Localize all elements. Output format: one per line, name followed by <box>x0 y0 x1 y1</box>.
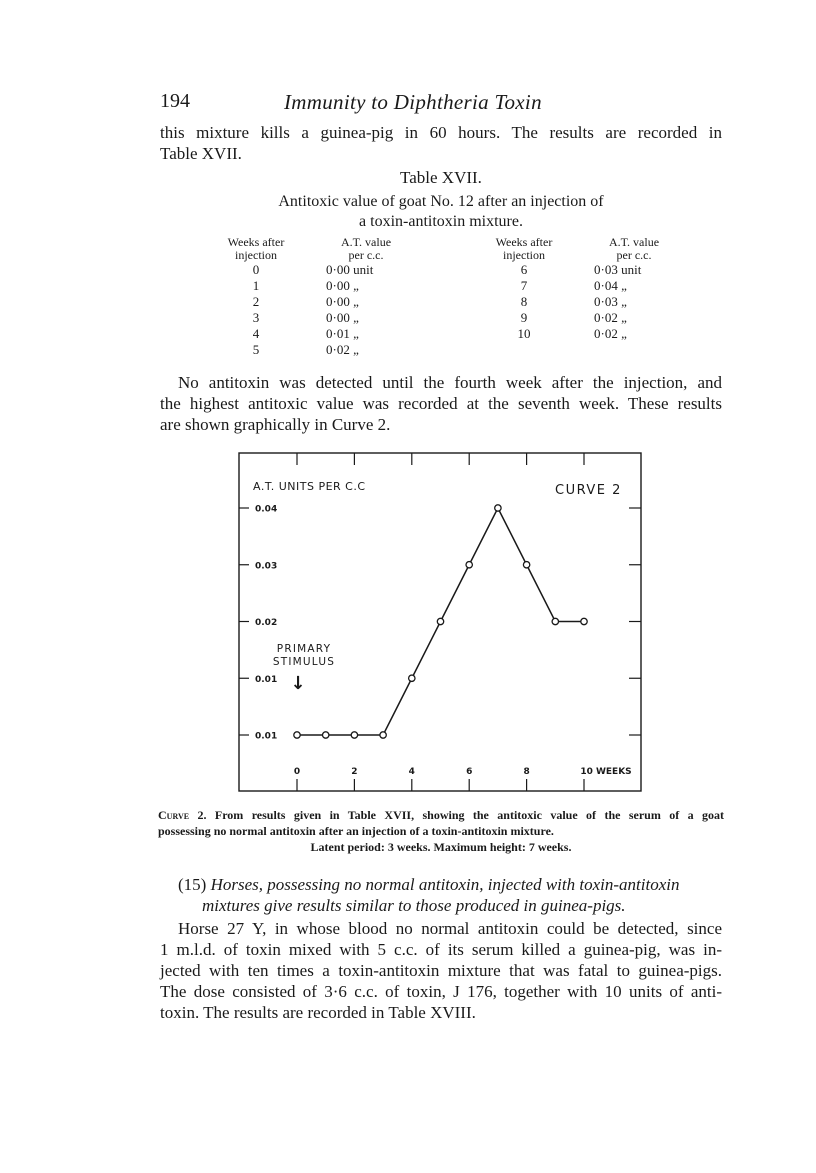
x-tick-label: 2 <box>351 767 358 777</box>
table-cell-value: 0·01 „ <box>326 326 359 341</box>
table-cell-week: 10 <box>517 326 531 341</box>
data-point <box>495 505 501 511</box>
data-point <box>466 562 472 568</box>
y-tick-label: 0.03 <box>255 561 278 572</box>
page-header <box>160 90 722 120</box>
curve-2-chart <box>225 447 655 802</box>
body-paragraph <box>160 918 722 1023</box>
data-table-left <box>214 236 406 358</box>
table-cell-week: 7 <box>520 278 528 293</box>
data-point <box>294 732 300 738</box>
table-cell-week: 5 <box>252 342 260 357</box>
text-line: are shown graphically in Curve 2. <box>160 415 391 434</box>
figure-caption <box>158 807 724 855</box>
table-cell-week: 9 <box>520 310 528 325</box>
table-title: Table XVII. <box>400 168 482 187</box>
data-point <box>437 618 443 624</box>
section-title-line: mixtures give results similar to those produced in guinea-pigs. <box>202 896 626 915</box>
table-cell-value: 0·04 „ <box>594 278 627 293</box>
table-cell-value: 0·03 „ <box>594 294 627 309</box>
table-cell-week: 6 <box>520 262 528 277</box>
table-cell-week: 2 <box>252 294 260 309</box>
table-cell-value: 0·00 unit <box>326 262 374 277</box>
text-line: No antitoxin was detected until the fourth week after the injection, and <box>178 373 722 392</box>
table-cell-value: 0·00 „ <box>326 310 359 325</box>
running-title: Immunity to Diphtheria Toxin <box>284 90 542 114</box>
figure-label: Curve 2. <box>158 808 207 822</box>
text-line: the highest antitoxic value was recorded at the seventh week. These results <box>160 394 722 413</box>
caption-line: From results given in Table XVII, showing the antitoxic value of the serum of a goat <box>214 808 725 822</box>
text-line: Horse 27 Y, in whose blood no normal antitoxin could be detected, since <box>178 919 722 938</box>
column-header-weeks: Weeks after injection <box>227 235 285 262</box>
data-point <box>523 562 529 568</box>
table-cell-value: 0·02 „ <box>594 326 627 341</box>
page-number: 194 <box>160 90 190 112</box>
intro-paragraph <box>160 122 722 164</box>
caption-line: a toxin-antitoxin mixture. <box>359 213 523 230</box>
section-number: (15) <box>178 875 207 894</box>
x-tick-label: 6 <box>466 767 473 777</box>
column-header-value: A.T. value per c.c. <box>340 235 392 262</box>
annotation-text: STIMULUS <box>272 656 336 668</box>
chart-title: CURVE 2 <box>555 483 622 498</box>
table-cell-value: 0·02 „ <box>594 310 627 325</box>
discussion-paragraph <box>160 372 722 435</box>
y-tick-label: 0.01 <box>255 674 278 685</box>
data-point <box>409 675 415 681</box>
table-cell-week: 3 <box>252 310 260 325</box>
table-cell-value: 0·02 „ <box>326 342 359 357</box>
x-tick-label: 4 <box>408 767 415 777</box>
y-axis-label: A.T. UNITS PER C.C <box>253 480 366 493</box>
text-line: 1 m.l.d. of toxin mixed with 5 c.c. of its serum killed a guinea-pig, was in- <box>160 940 722 959</box>
x-tick-label: 10 WEEKS <box>580 767 632 777</box>
section-title-line: Horses, possessing no normal antitoxin, injected with toxin-antitoxin <box>210 875 680 894</box>
text-line: this mixture kills a guinea-pig in 60 hours. The results are recorded in <box>160 123 722 142</box>
data-point <box>552 618 558 624</box>
annotation-text: PRIMARY <box>276 643 332 655</box>
table-cell-value: 0·00 „ <box>326 294 359 309</box>
table-cell-week: 1 <box>252 278 260 293</box>
data-point <box>351 732 357 738</box>
table-caption <box>160 192 722 232</box>
text-line: jected with ten times a toxin-antitoxin mixture that was fatal to guinea-pigs. <box>160 961 722 980</box>
table-cell-week: 8 <box>520 294 528 309</box>
y-tick-label: 0.02 <box>255 618 278 628</box>
data-point <box>581 618 587 624</box>
caption-line: Antitoxic value of goat No. 12 after an injection of <box>278 193 604 210</box>
x-tick-label: 8 <box>523 767 530 777</box>
text-line: The dose consisted of 3·6 c.c. of toxin, J 176, together with 10 units of anti- <box>160 982 722 1001</box>
text-line: toxin. The results are recorded in Table XVIII. <box>160 1003 476 1022</box>
column-header-weeks: Weeks after injection <box>495 235 553 262</box>
caption-line: possessing no normal antitoxin after an injection of a toxin-antitoxin mixture. <box>158 824 554 838</box>
primary-stimulus-arrow: ↓ <box>290 673 306 694</box>
table-cell-value: 0·03 unit <box>594 262 642 277</box>
table-cell-week: 0 <box>252 262 260 277</box>
x-tick-label: 0 <box>293 767 301 777</box>
section-heading <box>160 874 722 916</box>
y-tick-label: 0.01 <box>255 731 278 742</box>
chart-svg <box>225 447 655 802</box>
table-cell-week: 4 <box>252 326 260 341</box>
y-tick-label: 0.04 <box>255 504 278 515</box>
data-point <box>323 732 329 738</box>
data-table-right <box>482 236 674 342</box>
text-line: Table XVII. <box>160 144 242 163</box>
data-point <box>380 732 386 738</box>
table-cell-value: 0·00 „ <box>326 278 359 293</box>
column-header-value: A.T. value per c.c. <box>608 235 660 262</box>
caption-subline: Latent period: 3 weeks. Maximum height: 7 weeks. <box>310 840 572 854</box>
